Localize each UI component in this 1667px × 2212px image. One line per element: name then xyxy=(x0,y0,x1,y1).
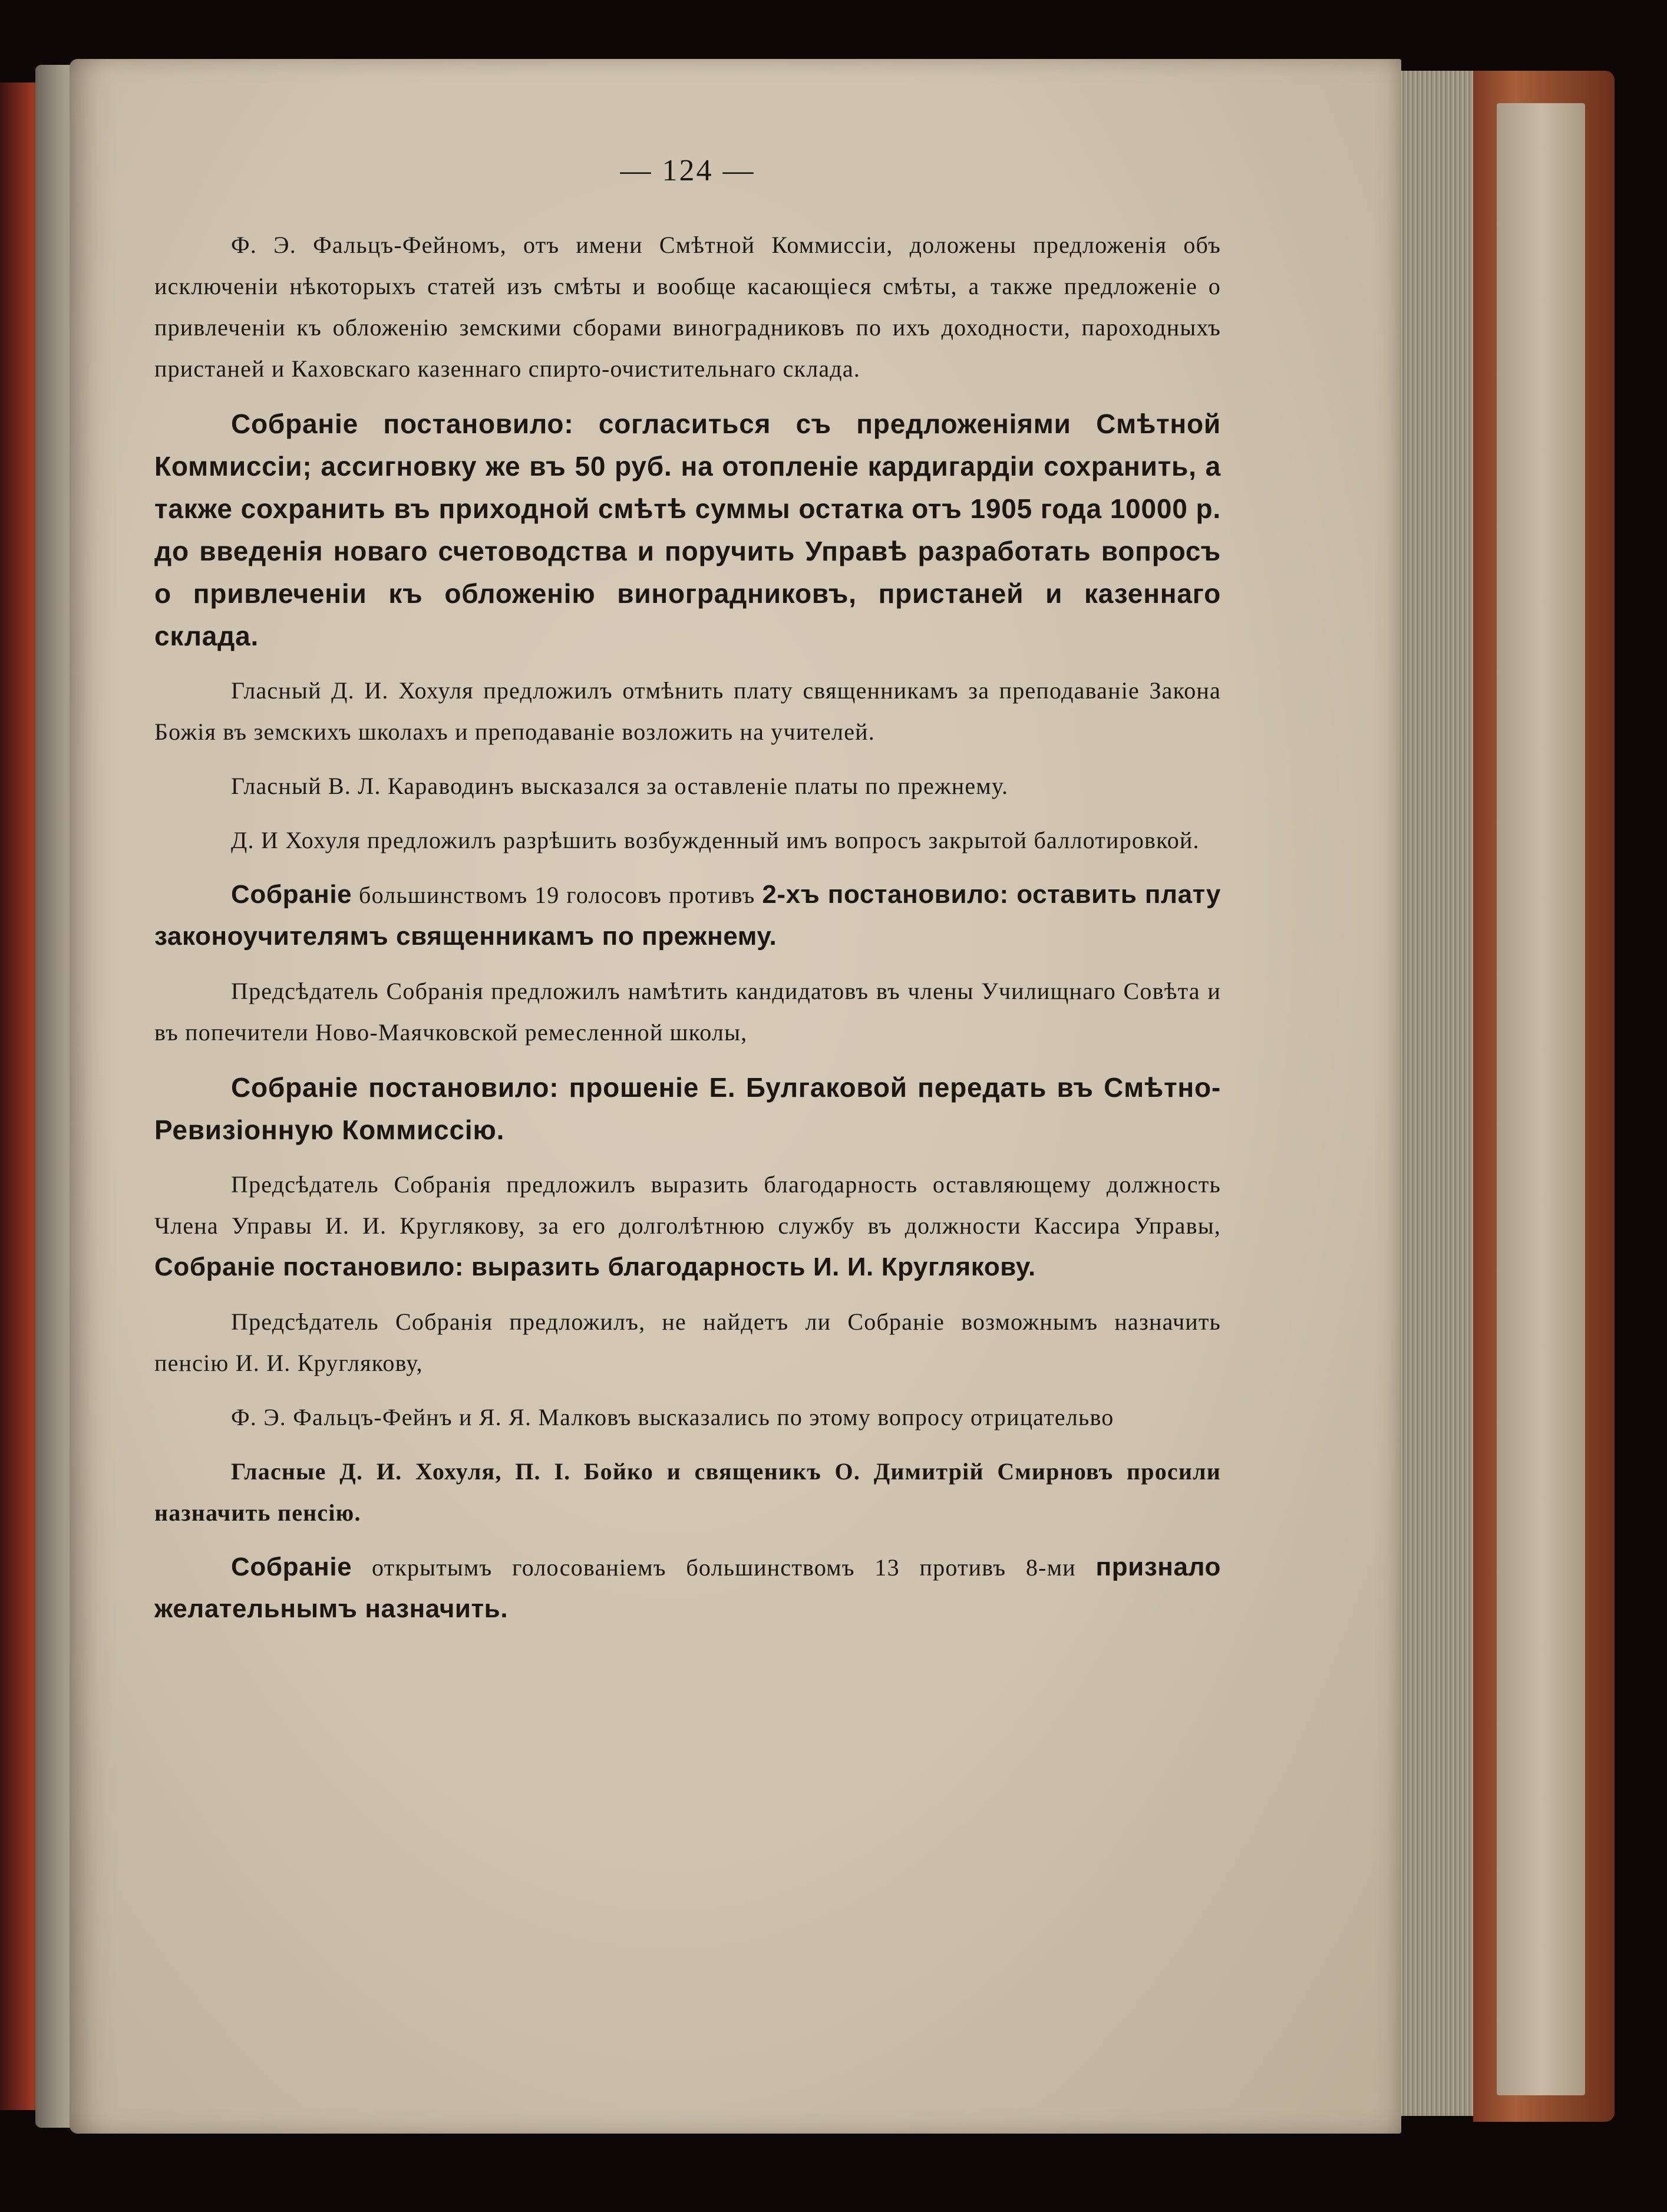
paragraph-chairman-candidates: Предсѣдатель Собранiя предложилъ намѣтить кандидатовъ въ члены Училищнаго Совѣта и въ попечители Ново-Маячковской ремесленной школы, xyxy=(154,978,1221,1046)
paragraph-gratitude: Предсѣдатель Собранiя предложилъ выразить благодарность оставляющему должность Члена Управы И. И. Круглякову, за его долголѣтнюю службу въ должности Кассира Управы, Собранiе постановило: выразить благодарность И. И. Круглякову. xyxy=(154,1171,1221,1281)
paragraph-decision-estimates: Собранiе постановило: согласиться съ предложенiями Смѣтной Коммиссiи; ассигновку же въ 50 руб. на отопленiе кардигардiи сохранить, а также сохранить въ приходной смѣтѣ суммы остатка отъ 1905 года 10000 р. до введенiя новаго счетоводства и поручить Управѣ разработать вопросъ о привлеченiи къ обложенiю виноградниковъ, пристаней и казеннаго склада. xyxy=(154,408,1221,651)
paragraph-khokhulya-proposal: Гласный Д. И. Хохуля предложилъ отмѣнить плату священникамъ за преподаванiе Закона Божiя въ земскихъ школахъ и преподаванiе возложить на учителей. xyxy=(154,677,1221,745)
paragraph-pension-request: Гласные Д. И. Хохуля, П. I. Бойко и священикъ О. Димитрiй Смирновъ просили назначить пенсiю. xyxy=(154,1458,1221,1526)
paragraph-commission-report: Ф. Э. Фальцъ-Фейномъ, отъ имени Смѣтной Коммиссiи, доложены предложенiя объ исключенiи нѣкоторыхъ статей изъ смѣты и вообще касающiеся смѣты, а также предложенiе о привлеченiи къ обложенiю земскими сборами виноградниковъ по ихъ доходности, пароходныхъ пристаней и Каховскаго казеннаго спирто-очистительнаго склада. xyxy=(154,232,1221,382)
paragraph-karavodin-opinion: Гласный В. Л. Караводинъ высказался за оставленiе платы по прежнему. xyxy=(231,773,1009,799)
page-stack-edge xyxy=(1400,71,1477,2116)
paragraph-decision-vote-19: Собранiе большинствомъ 19 голосовъ противъ 2-хъ постановило: оставить плату законоучителямъ священникамъ по прежнему. xyxy=(154,880,1221,951)
paragraph-decision-bulgakova: Собранiе постановило: прошенiе Е. Булгаковой передать въ Смѣтно-Ревизiонную Коммиссiю. xyxy=(154,1072,1221,1145)
page-text-block xyxy=(154,153,1221,1643)
page-number: — 124 — xyxy=(620,154,755,187)
paragraph-negative-opinion: Ф. Э. Фальцъ-Фейнъ и Я. Я. Малковъ высказались по этому вопросу отрицательво xyxy=(231,1404,1114,1430)
paragraph-closed-ballot: Д. И Хохуля предложилъ разрѣшить возбужденный имъ вопросъ закрытой баллотировкой. xyxy=(231,827,1200,853)
cover-endpaper xyxy=(1497,103,1585,2095)
paragraph-decision-vote-13: Собранiе открытымъ голосованiемъ большинствомъ 13 противъ 8-ми признало желательнымъ назначить. xyxy=(154,1552,1221,1623)
paragraph-pension-question: Предсѣдатель Собранiя предложилъ, не найдетъ ли Собранiе возможнымъ назначить пенсiю И. И. Круглякову, xyxy=(154,1308,1221,1376)
